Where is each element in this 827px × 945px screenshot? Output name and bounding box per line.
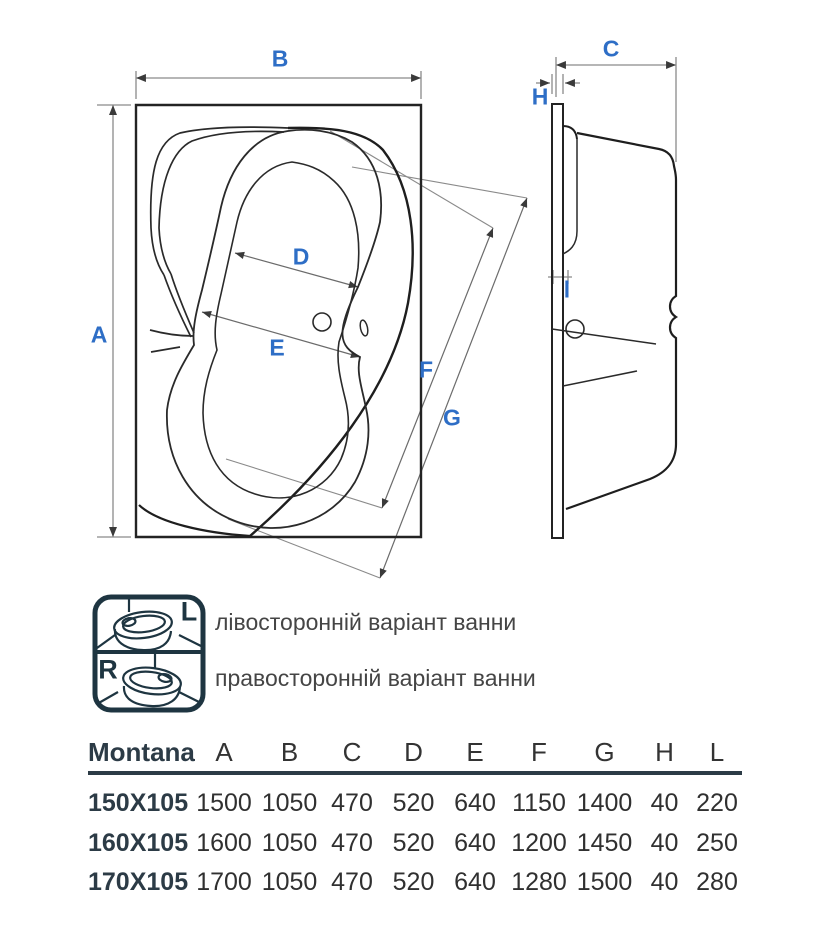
size-label: 170X105: [88, 868, 189, 897]
brand-name: Montana: [88, 736, 195, 767]
table-cell: 250: [696, 828, 738, 857]
side-view: [552, 104, 676, 538]
table-row: [88, 824, 742, 864]
table-cell: 1050: [261, 868, 318, 897]
table-cell: 1500: [196, 789, 252, 818]
table-cell: 520: [392, 828, 435, 857]
table-cell: 40: [650, 828, 679, 857]
table-cell: 40: [650, 868, 679, 897]
column-header: C: [342, 736, 362, 767]
dim-label-H: H: [531, 83, 549, 110]
table-cell: 470: [331, 789, 373, 818]
table-cell: 280: [696, 868, 738, 897]
table-header-rule: [88, 771, 742, 775]
dimensions-table: [88, 735, 742, 903]
table-cell: 1500: [576, 868, 633, 897]
dim-label-D: D: [292, 243, 310, 270]
table-header-row: [88, 735, 742, 769]
table-cell: 1280: [511, 868, 567, 897]
table-cell: 1200: [511, 828, 567, 857]
dim-line-G: [380, 198, 527, 578]
dim-label-l: l: [563, 276, 571, 303]
side-jet-hole: [566, 320, 584, 338]
table-cell: 470: [331, 828, 373, 857]
diagonal-dimension-lines: [202, 131, 527, 578]
legend-text-left-variant: лівосторонній варіант ванни: [215, 609, 517, 635]
column-header: L: [709, 736, 725, 767]
legend-letter-L: L: [180, 596, 198, 627]
table-cell: 640: [454, 828, 496, 857]
table-cell: 1700: [196, 868, 252, 897]
column-header: F: [531, 736, 547, 767]
size-label: 160X105: [88, 828, 189, 857]
table-body: [88, 784, 742, 903]
table-cell: 1600: [196, 828, 252, 857]
size-label: 150X105: [88, 789, 189, 818]
table-cell: 1450: [576, 828, 633, 857]
drain-hole: [313, 313, 331, 331]
top-view: [136, 105, 421, 537]
dim-label-A: A: [90, 321, 108, 348]
overflow-hole: [359, 319, 369, 336]
dim-label-C: C: [602, 35, 620, 62]
table-cell: 520: [392, 868, 435, 897]
column-header: D: [404, 736, 423, 767]
table-cell: 1050: [261, 789, 318, 818]
tub-outline-walls: [136, 105, 421, 537]
table-row: [88, 863, 742, 903]
table-cell: 1400: [576, 789, 633, 818]
table-row: [88, 784, 742, 824]
dim-label-F: F: [418, 356, 434, 383]
column-header: B: [280, 736, 299, 767]
table-cell: 40: [650, 789, 679, 818]
column-header: A: [215, 736, 233, 767]
column-header: E: [466, 736, 484, 767]
column-header: G: [594, 736, 615, 767]
side-wall-panel: [552, 104, 563, 538]
legend-letter-R: R: [98, 654, 118, 685]
table-cell: 640: [454, 789, 496, 818]
dim-label-G: G: [443, 404, 461, 431]
column-header: H: [655, 736, 674, 767]
side-profile: [563, 133, 676, 509]
dimension-lines: [97, 57, 676, 537]
dim-line-F: [382, 228, 493, 508]
table-cell: 1150: [512, 789, 566, 818]
tub-rim-curl: [150, 127, 288, 352]
table-cell: 220: [696, 789, 738, 818]
table-cell: 520: [392, 789, 435, 818]
table-cell: 1050: [261, 828, 318, 857]
legend-text-right-variant: правосторонній варіант ванни: [215, 665, 536, 691]
dim-label-E: E: [269, 334, 285, 361]
table-cell: 640: [454, 868, 496, 897]
tub-basin-outer: [167, 130, 381, 528]
dim-label-B: B: [271, 45, 289, 72]
side-interior-lines: [552, 139, 656, 386]
table-cell: 470: [331, 868, 373, 897]
